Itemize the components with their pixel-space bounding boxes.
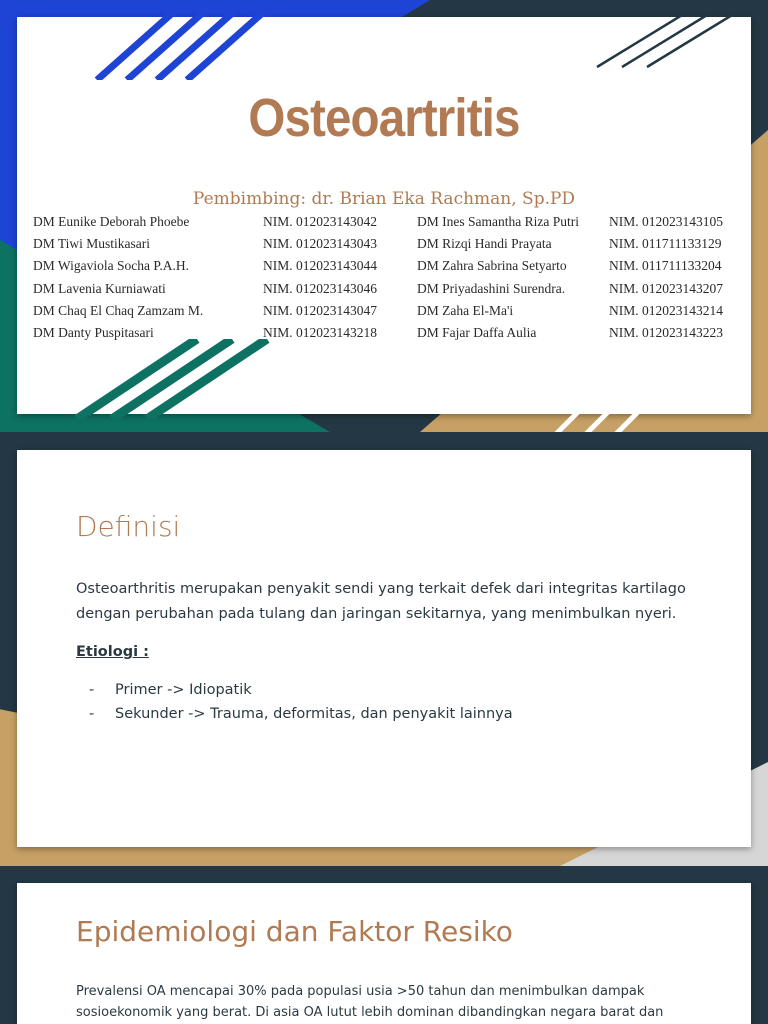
member-nim: NIM. 012023143207	[609, 280, 723, 296]
supervisor-line: Pembimbing: dr. Brian Eka Rachman, Sp.PD	[192, 189, 576, 209]
member-name: DM Zaha El-Ma'i	[417, 302, 514, 318]
member-nim: NIM. 012023143047	[263, 302, 377, 318]
section-heading: Definisi	[76, 510, 181, 543]
member-name: DM Chaq El Chaq Zamzam M.	[33, 302, 204, 318]
member-name: DM Lavenia Kurniawati	[33, 280, 166, 296]
navy-stripes-decoration	[587, 12, 747, 72]
list-item: - Primer -> Idiopatik	[89, 682, 252, 698]
member-name: DM Eunike Deborah Phoebe	[33, 214, 190, 229]
member-nim: NIM. 012023143218	[263, 325, 377, 340]
member-nim: NIM. 012023143044	[263, 258, 377, 274]
member-name: DM Priyadashini Surendra.	[417, 280, 566, 296]
presentation-title: Osteoartritis	[248, 88, 520, 148]
definition-paragraph: Osteoarthritis merupakan penyakit sendi yang terkait defek dari integritas kartilago dengan perubahan pada tulang dan jaringan sekitarnya, yang menimbulkan nyeri.	[76, 581, 686, 622]
member-nim: NIM. 012023143214	[609, 302, 723, 318]
definition-slide	[0, 432, 768, 866]
member-nim: NIM. 011711133204	[609, 258, 722, 274]
member-nim: NIM. 012023143043	[263, 236, 377, 252]
member-nim: NIM. 012023143042	[263, 214, 377, 229]
white-stripes-decoration	[548, 412, 668, 432]
member-name: DM Rizqi Handi Prayata	[417, 236, 552, 252]
epidemiology-slide	[0, 866, 768, 1024]
bullet-text: Primer -> Idiopatik	[115, 682, 252, 698]
bullet-text: Sekunder -> Trauma, deformitas, dan penyakit lainnya	[115, 706, 513, 722]
epidemiology-card	[17, 883, 751, 1024]
etiologi-label: Etiologi :	[76, 644, 149, 660]
title-card	[17, 17, 751, 414]
title-slide	[0, 0, 768, 432]
member-name: DM Wigaviola Socha P.A.H.	[33, 258, 189, 274]
list-item: - Sekunder -> Trauma, deformitas, dan penyakit lainnya	[89, 706, 513, 722]
member-name: DM Fajar Daffa Aulia	[417, 325, 537, 340]
member-name: DM Ines Samantha Riza Putri	[417, 214, 579, 229]
definition-card	[17, 450, 751, 847]
member-nim: NIM. 012023143223	[609, 325, 723, 340]
member-nim: NIM. 012023143105	[609, 214, 723, 229]
section-heading: Epidemiologi dan Faktor Resiko	[76, 915, 513, 948]
member-name: DM Danty Puspitasari	[33, 325, 154, 340]
member-nim: NIM. 011711133129	[609, 236, 722, 252]
teal-stripes-decoration	[37, 339, 277, 419]
member-name: DM Zahra Sabrina Setyarto	[417, 258, 567, 274]
member-name: DM Tiwi Mustikasari	[33, 236, 151, 252]
blue-stripes-decoration	[67, 0, 287, 80]
member-nim: NIM. 012023143046	[263, 280, 377, 296]
epidemiology-paragraph: Prevalensi OA mencapai 30% pada populasi usia >50 tahun dan menimbulkan dampak sosioekonomik yang berat. Di asia OA lutut lebih dominan dibandingkan negara barat dan	[76, 984, 664, 1020]
